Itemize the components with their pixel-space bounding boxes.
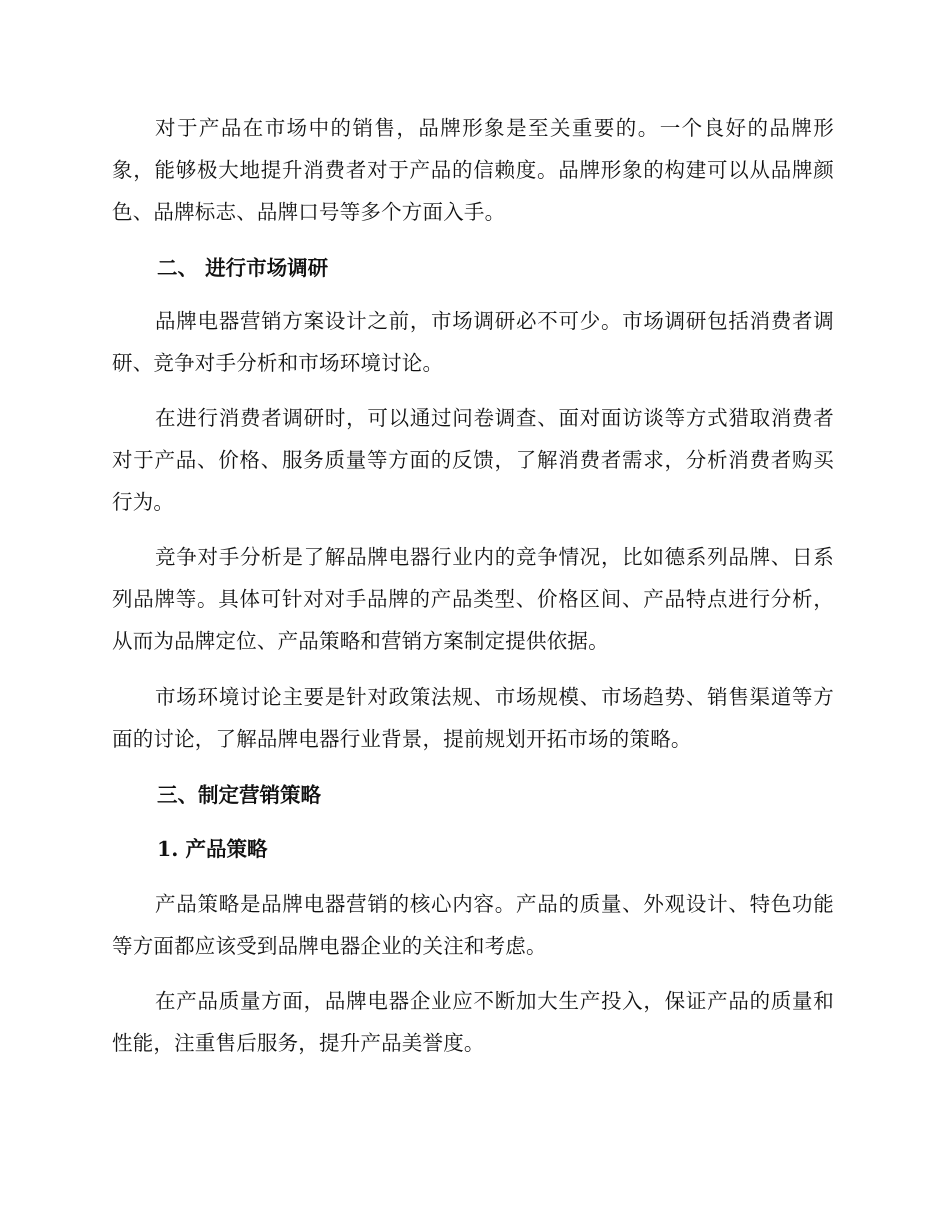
section-heading-marketing-strategy: 三、制定营销策略 [157, 783, 321, 807]
section-heading-market-research: 二、 进行市场调研 [157, 256, 329, 280]
paragraph-competitor-analysis: 竞争对手分析是了解品牌电器行业内的竞争情况，比如德系列品牌、日系列品牌等。具体可针对对手品牌的产品类型、价格区间、产品特点进行分析，从而为品牌定位、产品策略和营销方案制定提供依据。 [112, 545, 834, 653]
paragraph-market-research-intro: 品牌电器营销方案设计之前，市场调研必不可少。市场调研包括消费者调研、竞争对手分析和市场环境讨论。 [112, 309, 834, 375]
paragraph-product-quality: 在产品质量方面，品牌电器企业应不断加大生产投入，保证产品的质量和性能，注重售后服务，提升产品美誉度。 [112, 989, 834, 1055]
paragraph-market-environment: 市场环境讨论主要是针对政策法规、市场规模、市场趋势、销售渠道等方面的讨论，了解品牌电器行业背景，提前规划开拓市场的策略。 [112, 685, 834, 751]
paragraph-consumer-research: 在进行消费者调研时，可以通过问卷调查、面对面访谈等方式猎取消费者对于产品、价格、服务质量等方面的反馈，了解消费者需求，分析消费者购买行为。 [112, 406, 834, 514]
paragraph-product-strategy: 产品策略是品牌电器营销的核心内容。产品的质量、外观设计、特色功能等方面都应该受到品牌电器企业的关注和考虑。 [112, 892, 834, 958]
subsection-heading-product-strategy: 1. 产品策略 [157, 837, 268, 861]
paragraph-brand-image: 对于产品在市场中的销售，品牌形象是至关重要的。一个良好的品牌形象，能够极大地提升消费者对于产品的信赖度。品牌形象的构建可以从品牌颜色、品牌标志、品牌口号等多个方面入手。 [112, 116, 834, 224]
